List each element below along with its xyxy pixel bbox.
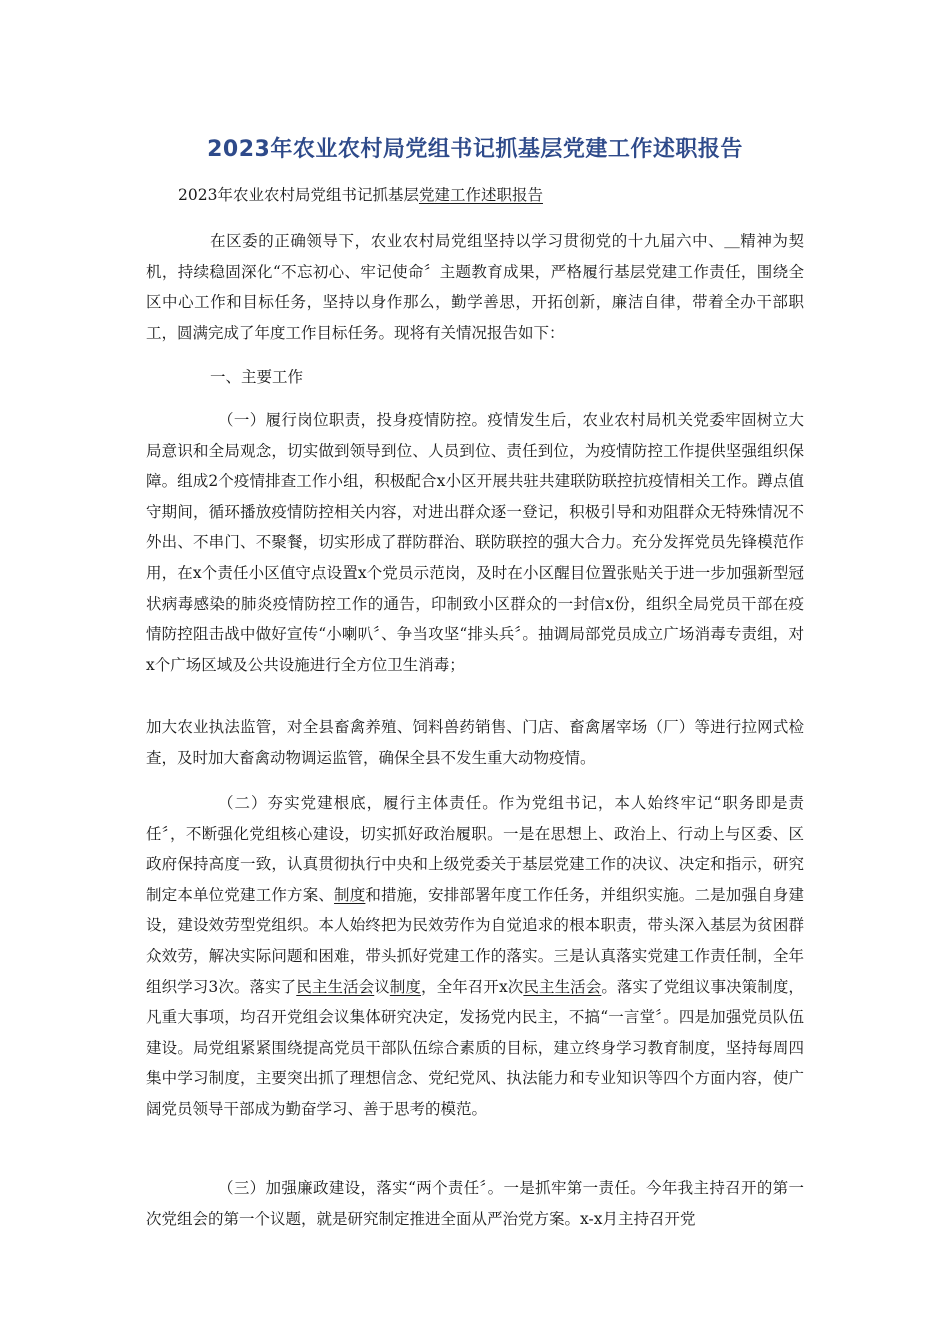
subtitle-prefix: 2023年农业农村局党组书记抓基层 [178, 186, 419, 204]
para1-text: （一）履行岗位职责，投身疫情防控。疫情发生后，农业农村局机关党委牢固树立大局意识和全局观念，切实做到领导到位、人员到位、责任到位，为疫情防控工作提供坚强组织保障。组成2个疫情排查工作小组，积极配合x小区开展共驻共建联防联控抗疫情相关工作。蹲点值守期间，循环播放疫情防控相关内容，对进出群众逐一登记，积极引导和劝阻群众无特殊情况不外出、不串门、不聚餐，切实形成了群防群治、联防联控的强大合力。充分发挥党员先锋模范作用，在x个责任小区值守点设置x个党员示范岗，及时在小区醒目位置张贴关于进一步加强新型冠状病毒感染的肺炎疫情防控工作的通告，印制致小区群众的一封信x份，组织全局党员干部在疫情防控阻击战中做好宣传“小喇叭〞、争当攻坚“排头兵〞。抽调局部党员成立广场消毒专责组，对x个广场区域及公共设施进行全方位卫生消毒； [146, 411, 804, 674]
para3-text: （三）加强廉政建设，落实“两个责任〞。一是抓牢第一责任。今年我主持召开的第一次党组会的第一个议题，就是研究制定推进全面从严治党方案。x-x月主持召开党 [146, 1179, 804, 1228]
document-subtitle [178, 183, 543, 205]
intro-text: 在区委的正确领导下，农业农村局党组坚持以学习贯彻党的十九届六中、＿精神为契机，持续稳固深化“不忘初心、牢记使命〞主题教育成果，严格履行基层党建工作责任，围绕全区中心工作和目标任务，坚持以身作那么，勤学善思，开拓创新，廉洁自律，带着全办干部职工，圆满完成了年度工作目标任务。现将有关情况报告如下： [146, 232, 804, 342]
section-heading [146, 362, 804, 393]
para2-t3: 议 [374, 977, 390, 996]
para2-t5: 。落实了党组议事决策制度，凡重大事项，均召开党组会议集体研究决定，发扬党内民主，不搞“一言堂〞。四是加强党员队伍建设。局党组紧紧围绕提高党员干部队伍综合素质的目标，建立终身学习教育制度，坚持每周四集中学习制度，主要突出抓了理想信念、党纪党风、执法能力和专业知识等四个方面内容，使广阔党员领导干部成为勤奋学习、善于思考的模范。 [146, 977, 804, 1118]
para2-t2: 和措施，安排部署年度工作任务，并组织实施。二是加强自身建设，建设效劳型党组织。本人始终把为民效劳作为自觉追求的根本职责，带头深入基层为贫困群众效劳，解决实际问题和困难，带头抓好党建工作的落实。三是认真落实党建工作责任制，全年组织学习3次。落实了 [146, 885, 804, 996]
link-minzhu-shenghuohui-1[interactable]: 民主生活会 [296, 977, 375, 996]
para2-t1: （二）夯实党建根底，履行主体责任。作为党组书记，本人始终牢记“职务即是责任〞，不断强化党组核心建设，切实抓好政治履职。一是在思想上、政治上、行动上与区委、区政府保持高度一致，认真贯彻执行中央和上级党委关于基层党建工作的决议、决定和指示，研究制定本单位党建工作方案、 [146, 794, 804, 904]
paragraph-3 [146, 1173, 804, 1234]
paragraph-1b [146, 712, 804, 773]
section1-heading: 一、主要工作 [210, 368, 304, 386]
paragraph-1 [146, 405, 804, 680]
subtitle-link[interactable]: 党建工作述职报告 [418, 186, 543, 204]
para1b-text: 加大农业执法监管，对全县畜禽养殖、饲料兽药销售、门店、畜禽屠宰场（厂）等进行拉网式检查，及时加大畜禽动物调运监管，确保全县不发生重大动物疫情。 [146, 718, 804, 767]
para2-text [146, 788, 804, 1125]
link-zhidu-2[interactable]: 制度 [389, 977, 422, 996]
document-title: 2023年农业农村局党组书记抓基层党建工作述职报告 [207, 137, 743, 162]
link-zhidu-1[interactable]: 制度 [334, 885, 366, 904]
link-minzhu-shenghuohui-2[interactable]: 民主生活会 [523, 977, 602, 996]
paragraph-2 [146, 788, 804, 1125]
para2-t4: ，全年召开x次 [421, 977, 524, 996]
intro-paragraph [146, 226, 804, 348]
